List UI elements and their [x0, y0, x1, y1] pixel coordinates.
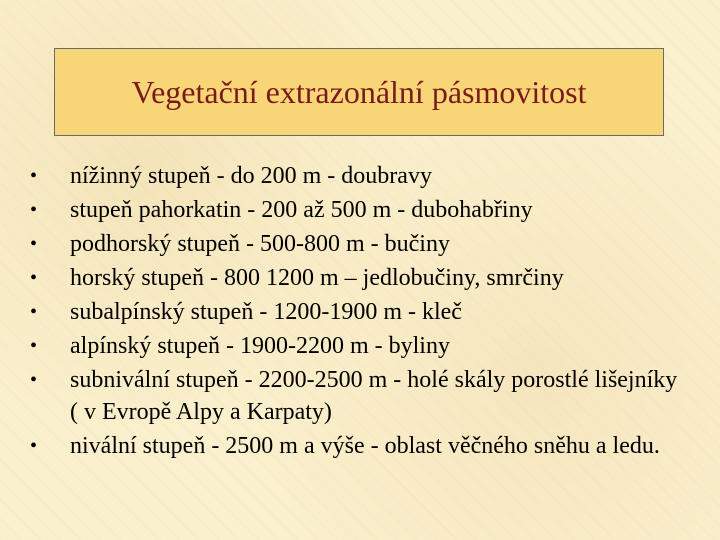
bullet-list [30, 160, 690, 464]
bullet-item-lowland: • nížinný stupeň - do 200 m - doubravy [30, 160, 690, 192]
bullet-item-nival: • nivální stupeň - 2500 m a výše - oblast věčného sněhu a ledu. [30, 430, 690, 462]
bullet-item-subnival: • subnivální stupeň - 2200-2500 m - holé skály porostlé lišejníky ( v Evropě Alpy a Karpaty) [30, 364, 690, 428]
bullet-item-submontane: • podhorský stupeň - 500-800 m - bučiny [30, 228, 690, 260]
bullet-item-hill: • stupeň pahorkatin - 200 až 500 m - dubohabřiny [30, 194, 690, 226]
bullet-item-subalpine: • subalpínský stupeň - 1200-1900 m - kleč [30, 296, 690, 328]
bullet-item-alpine: • alpínský stupeň - 1900-2200 m - byliny [30, 330, 690, 362]
slide-title-box [54, 48, 664, 136]
bullet-item-montane: • horský stupeň - 800 1200 m – jedlobučiny, smrčiny [30, 262, 690, 294]
slide-title: Vegetační extrazonální pásmovitost [131, 73, 587, 110]
